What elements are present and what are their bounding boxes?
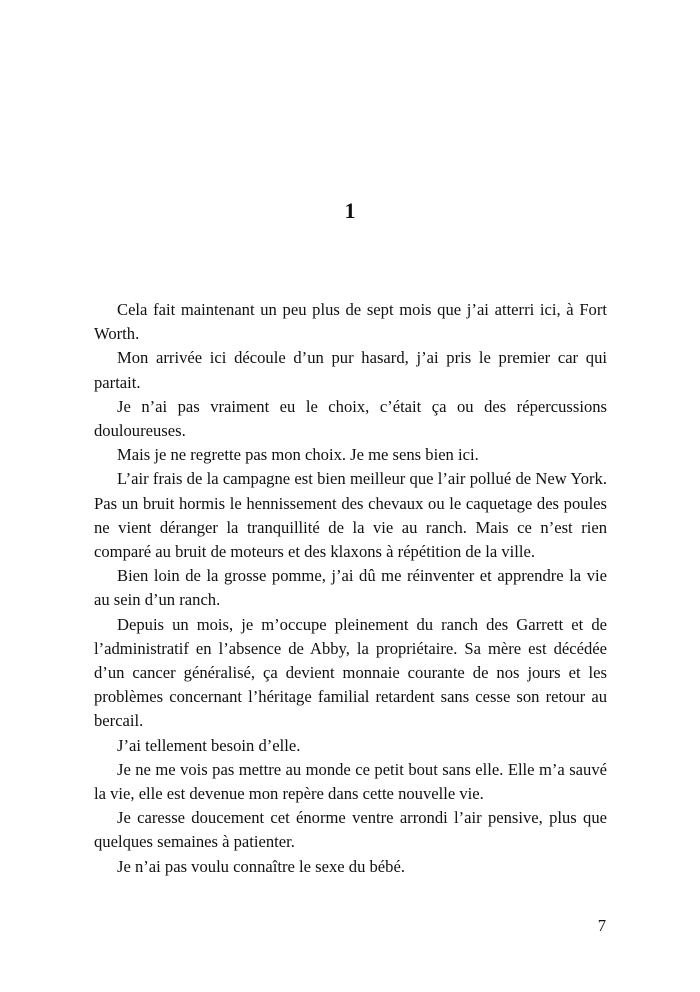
paragraph: Je ne me vois pas mettre au monde ce petit bout sans elle. Elle m’a sauvé la vie, elle est devenue mon repère dans cette nouvelle vie. [94,759,607,804]
paragraph: Bien loin de la grosse pomme, j’ai dû me réinventer et apprendre la vie au sein d’un ranch. [94,566,607,610]
paragraph: L’air frais de la campagne est bien meilleur que l’air pollué de New York. Pas un bruit hormis le hennissement des chevaux ou le caquetage des poules ne vient déranger la tranquillité de la vie au ranch. Mais ce n’est rien comparé au bruit de moteurs et des klaxons à répétition de la ville. [94,469,607,562]
paragraph: Mais je ne regrette pas mon choix. Je me sens bien ici. [117,445,479,465]
paragraph: Je caresse doucement cet énorme ventre arrondi l’air pensive, plus que quelques semaines à patienter. [94,808,607,852]
paragraph: Je n’ai pas voulu connaître le sexe du bébé. [117,856,405,876]
paragraph: Mon arrivée ici découle d’un pur hasard, j’ai pris le premier car qui partait. [94,348,607,392]
paragraph: Cela fait maintenant un peu plus de sept mois que j’ai atterri ici, à Fort Worth. [94,300,607,344]
paragraph: J’ai tellement besoin d’elle. [117,735,301,755]
chapter-number: 1 [344,198,356,223]
body-text [94,298,607,879]
paragraph: Depuis un mois, je m’occupe pleinement du ranch des Garrett et de l’administratif en l’absence de Abby, la propriétaire. Sa mère est décédée d’un cancer généralisé, ça devient monnaie courante de nos jours et les problèmes concernant l’héritage familial retardent sans cesse son retour au bercail. [94,614,607,731]
page-number: 7 [597,916,606,935]
paragraph: Je n’ai pas vraiment eu le choix, c’était ça ou des répercussions douloureuses. [94,396,607,441]
